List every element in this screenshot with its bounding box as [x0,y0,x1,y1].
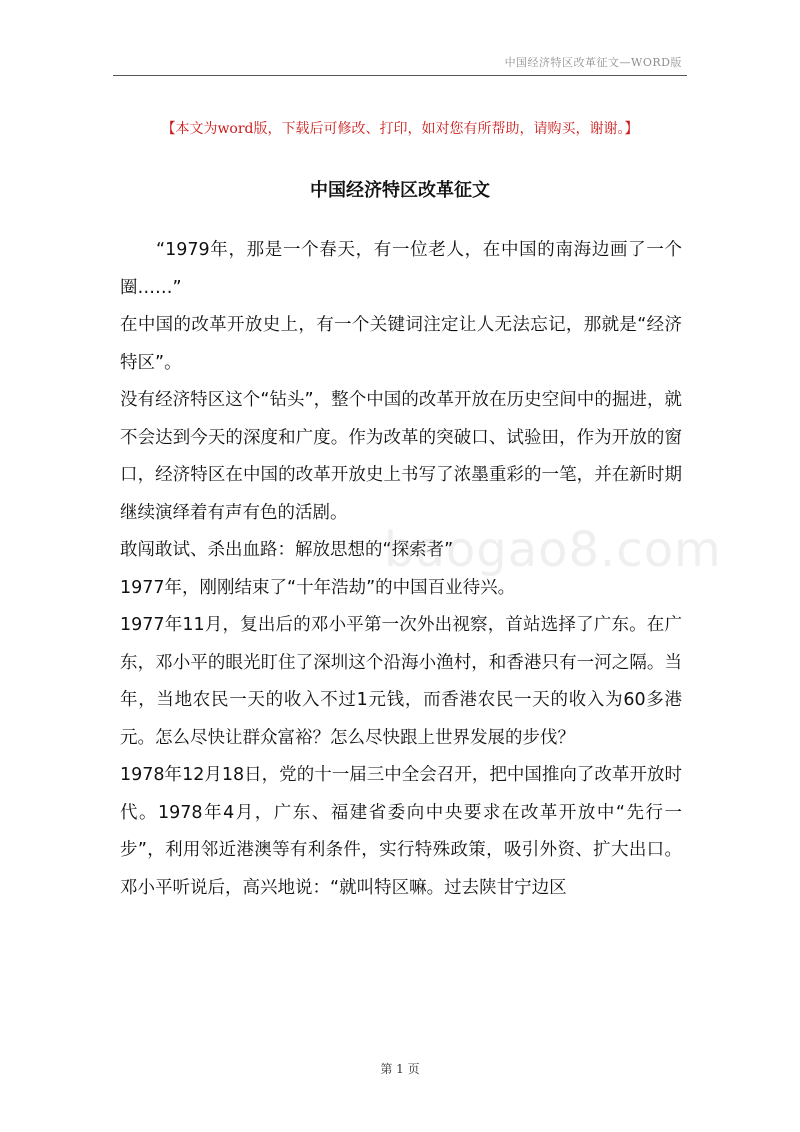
paragraph: 1977年，刚刚结束了“十年浩劫”的中国百业待兴。 [120,577,516,598]
paragraph: 1977年11月，复出后的邓小平第一次外出视察，首站选择了广东。在广东，邓小平的眼光盯住了深圳这个沿海小渔村，和香港只有一河之隔。当年，当地农民一天的收入不过1元钱，而香港农民一天的收入为60多港元。怎么尽快让群众富裕？怎么尽快跟上世界发展的步伐？ [120,615,682,748]
paragraph: “1979年，那是一个春天，有一位老人，在中国的南海边画了一个圈……” [120,240,682,298]
document-body [120,232,682,907]
document-title: 中国经济特区改革征文 [310,180,490,201]
page-number: 第 1 页 [380,1062,420,1076]
header-divider [113,75,687,76]
paragraph: 1978年12月18日，党的十一届三中全会召开，把中国推向了改革开放时代。1978年4月，广东、福建省委向中央要求在改革开放中“先行一步”，利用邻近港澳等有利条件，实行特殊政策，吸引外资、扩大出口。邓小平听说后，高兴地说：“就叫特区嘛。过去陕甘宁边区 [120,765,682,898]
download-notice: 【本文为word版，下载后可修改、打印，如对您有所帮助，请购买，谢谢。】 [161,121,639,137]
running-header: 中国经济特区改革征文—WORD版 [504,56,682,69]
section-heading: 敢闯敢试、杀出血路：解放思想的“探索者” [120,540,454,560]
paragraph: 没有经济特区这个“钻头”，整个中国的改革开放在历史空间中的掘进，就不会达到今天的深度和广度。作为改革的突破口、试验田，作为开放的窗口，经济特区在中国的改革开放史上书写了浓墨重彩的一笔，并在新时期继续演绎着有声有色的活剧。 [120,390,682,523]
watermark: baogao8.com [384,522,722,578]
paragraph: 在中国的改革开放史上，有一个关键词注定让人无法忘记，那就是“经济特区”。 [120,315,682,373]
